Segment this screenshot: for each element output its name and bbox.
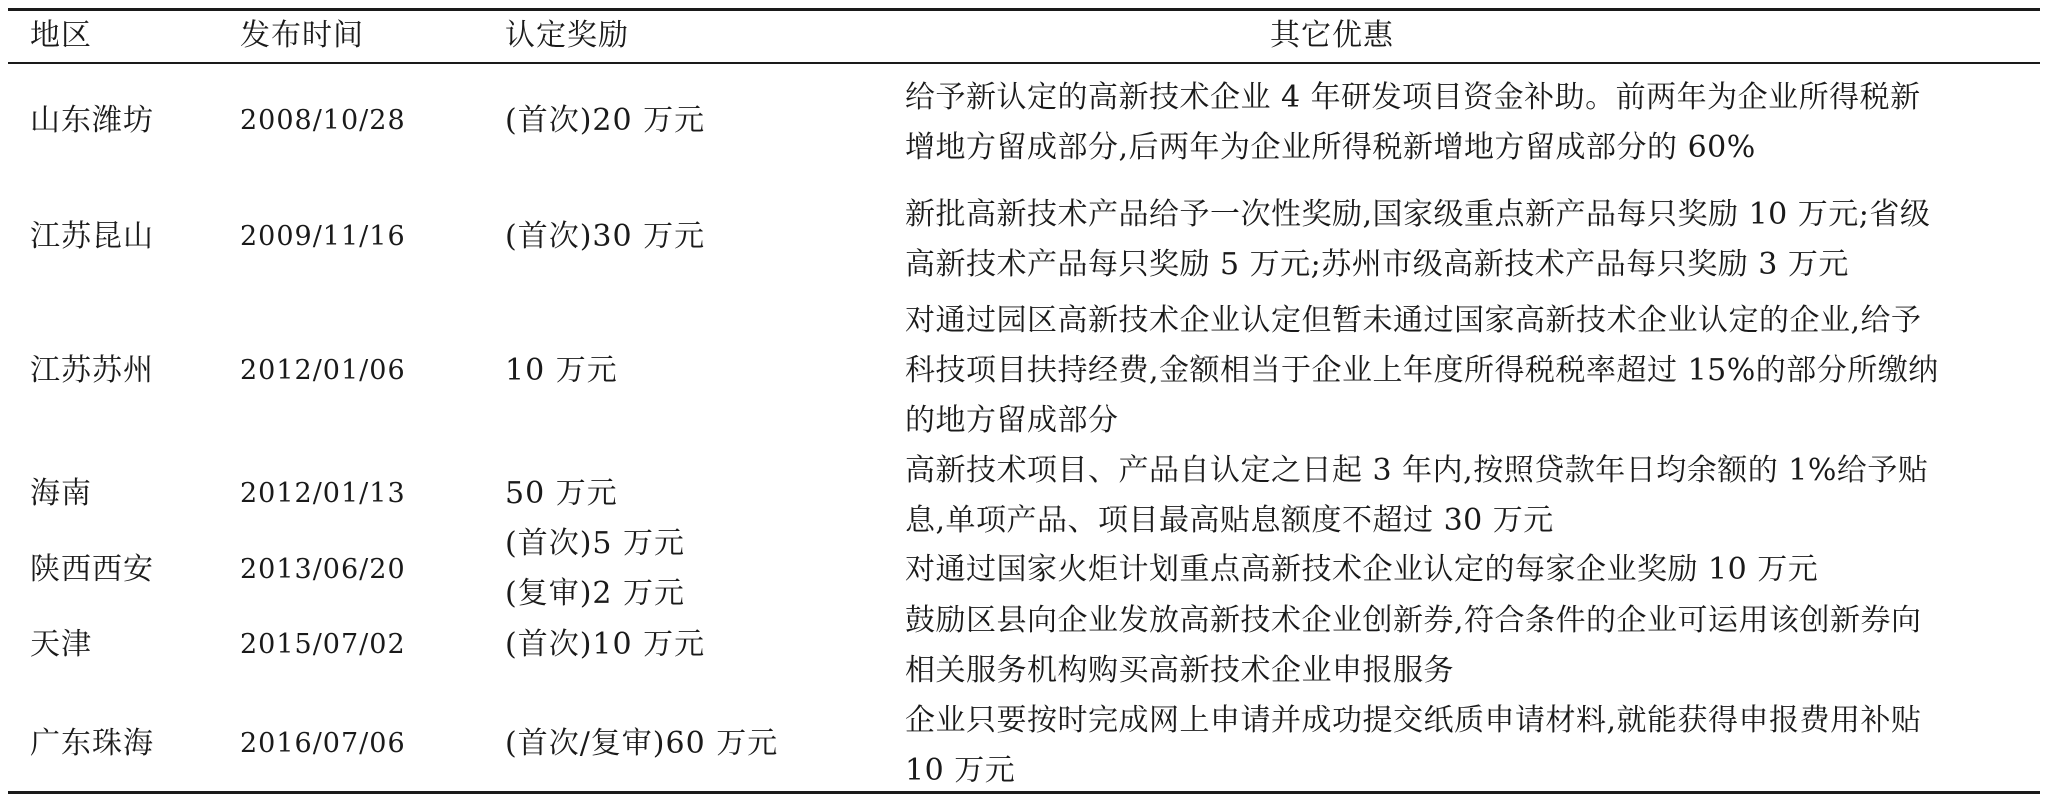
row-award: 10 万元 [505, 353, 618, 388]
row-other-line: 给予新认定的高新技术企业 4 年研发项目资金补助。前两年为企业所得税新 [905, 80, 1921, 115]
row-award-line: (复审)2 万元 [505, 576, 686, 611]
row-region: 江苏昆山 [30, 219, 154, 254]
row-region: 陕西西安 [30, 552, 154, 587]
row-date: 2012/01/06 [240, 355, 406, 386]
row-other [905, 446, 2020, 546]
table-bottom-rule [8, 791, 2040, 794]
row-other-line: 息,单项产品、项目最高贴息额度不超过 30 万元 [905, 503, 1554, 538]
row-other-line: 的地方留成部分 [905, 403, 1119, 438]
row-award: 50 万元 [505, 476, 618, 511]
row-award-line: (首次)5 万元 [505, 526, 686, 561]
row-other [905, 696, 2020, 796]
header-other: 其它优惠 [1270, 18, 1394, 53]
row-region: 天津 [30, 627, 92, 662]
row-other-line: 对通过园区高新技术企业认定但暂未通过国家高新技术企业认定的企业,给予 [905, 303, 1922, 338]
row-other-line: 高新技术项目、产品自认定之日起 3 年内,按照贷款年日均余额的 1%给予贴 [905, 453, 1929, 488]
row-award [505, 519, 685, 619]
header-region: 地区 [30, 18, 92, 53]
row-award: (首次)20 万元 [505, 103, 706, 138]
row-other-line: 相关服务机构购买高新技术企业申报服务 [905, 653, 1454, 688]
row-other-line: 10 万元 [905, 753, 1016, 788]
row-date: 2009/11/16 [240, 221, 406, 252]
row-other-line: 企业只要按时完成网上申请并成功提交纸质申请材料,就能获得申报费用补贴 [905, 703, 1922, 738]
header-award: 认定奖励 [505, 18, 629, 53]
row-award: (首次/复审)60 万元 [505, 726, 779, 761]
row-other-line: 对通过国家火炬计划重点高新技术企业认定的每家企业奖励 10 万元 [905, 552, 1819, 587]
row-other [905, 596, 2020, 696]
row-other-line: 科技项目扶持经费,金额相当于企业上年度所得税税率超过 15%的部分所缴纳 [905, 353, 1939, 388]
row-award: (首次)10 万元 [505, 627, 706, 662]
row-date: 2008/10/28 [240, 105, 406, 136]
row-date: 2013/06/20 [240, 554, 406, 585]
row-region: 江苏苏州 [30, 353, 154, 388]
table-header-rule [8, 62, 2040, 64]
row-region: 海南 [30, 476, 92, 511]
row-other-line: 高新技术产品每只奖励 5 万元;苏州市级高新技术产品每只奖励 3 万元 [905, 247, 1849, 282]
header-date: 发布时间 [240, 18, 364, 53]
row-date: 2015/07/02 [240, 629, 406, 660]
row-other [905, 190, 2020, 290]
row-other [905, 296, 2020, 446]
row-other-line: 新批高新技术产品给予一次性奖励,国家级重点新产品每只奖励 10 万元;省级 [905, 197, 1931, 232]
row-other-line: 增地方留成部分,后两年为企业所得税新增地方留成部分的 60% [905, 130, 1756, 165]
row-date: 2016/07/06 [240, 728, 406, 759]
row-other [905, 545, 2020, 595]
row-date: 2012/01/13 [240, 478, 406, 509]
row-other-line: 鼓励区县向企业发放高新技术企业创新券,符合条件的企业可运用该创新券向 [905, 603, 1922, 638]
row-region: 山东潍坊 [30, 103, 154, 138]
row-other [905, 73, 2020, 173]
row-region: 广东珠海 [30, 726, 154, 761]
row-award: (首次)30 万元 [505, 219, 706, 254]
